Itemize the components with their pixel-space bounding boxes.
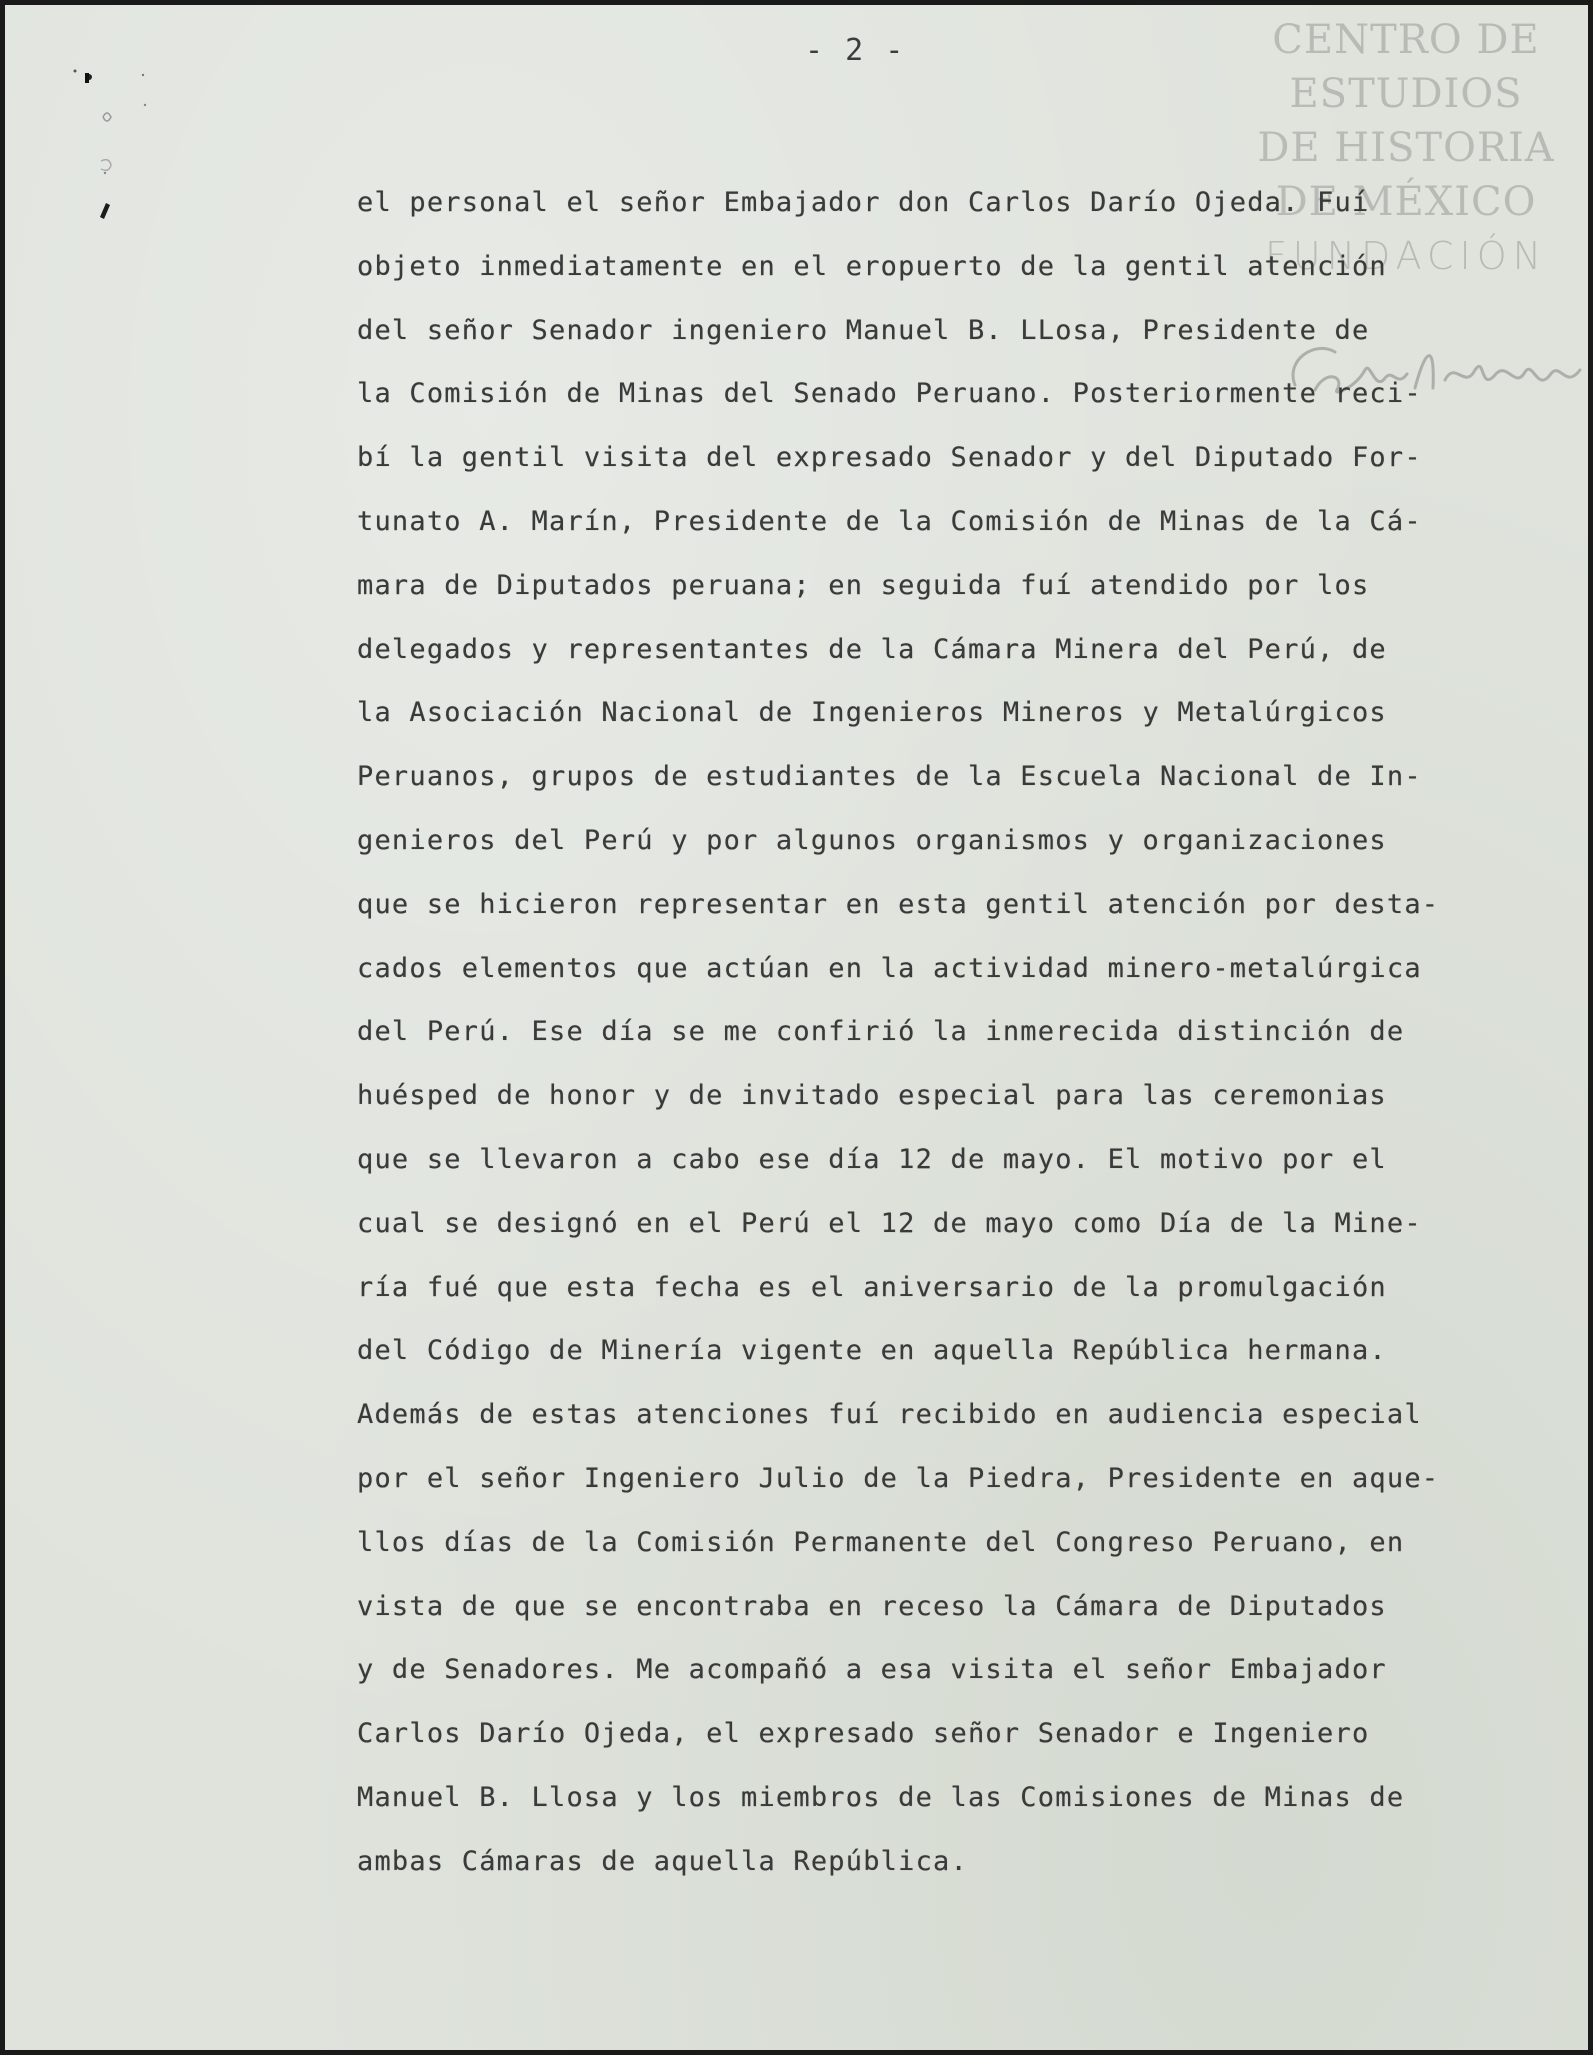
text-line: huésped de honor y de invitado especial para las ceremonias: [357, 1080, 1387, 1112]
watermark-line-3: DE HISTORIA: [1257, 125, 1555, 171]
text-line: que se llevaron a cabo ese día 12 de mayo. El motivo por el: [357, 1143, 1387, 1175]
text-line: el personal el señor Embajador don Carlos Darío Ojeda. Fuí: [357, 187, 1370, 218]
text-line: ría fué que esta fecha es el aniversario de la promulgación: [357, 1271, 1387, 1303]
text-line: mara de Diputados peruana; en seguida fuí atendido por los: [357, 569, 1370, 601]
text-line: Además de estas atenciones fuí recibido en audiencia especial: [357, 1399, 1422, 1431]
watermark-line-4: DE MÉXICO: [1275, 179, 1537, 225]
text-line: ambas Cámaras de aquella República.: [357, 1845, 968, 1877]
text-line: que se hicieron representar en esta gentil atención por desta-: [357, 888, 1440, 920]
text-line: por el señor Ingeniero Julio de la Piedra, Presidente en aque-: [357, 1462, 1440, 1494]
text-line: Carlos Darío Ojeda, el expresado señor Senador e Ingeniero: [357, 1718, 1370, 1750]
text-line: Peruanos, grupos de estudiantes de la Escuela Nacional de In-: [357, 761, 1422, 793]
text-line: tunato A. Marín, Presidente de la Comisión de Minas de la Cá-: [357, 505, 1422, 537]
watermark-line-1: CENTRO DE: [1272, 17, 1540, 63]
text-line: del señor Senador ingeniero Manuel B. LLosa, Presidente de: [357, 314, 1370, 346]
text-line: la Comisión de Minas del Senado Peruano. Posteriormente reci-: [357, 378, 1422, 410]
text-line: del Perú. Ese día se me confirió la inmerecida distinción de: [357, 1016, 1405, 1048]
page-number: - 2 -: [805, 33, 906, 68]
text-line: llos días de la Comisión Permanente del Congreso Peruano, en: [357, 1526, 1405, 1558]
text-line: vista de que se encontraba en receso la Cámara de Diputados: [357, 1590, 1387, 1622]
document-page: [5, 5, 1588, 2050]
text-line: cual se designó en el Perú el 12 de mayo como Día de la Mine-: [357, 1207, 1422, 1239]
text-line: objeto inmediatamente en el eropuerto de la gentil atención: [357, 250, 1387, 282]
text-line: delegados y representantes de la Cámara Minera del Perú, de: [357, 633, 1387, 665]
text-line: bí la gentil visita del expresado Senador y del Diputado For-: [357, 442, 1422, 474]
margin-marks: [45, 65, 165, 245]
text-line: Manuel B. Llosa y los miembros de las Comisiones de Minas de: [357, 1781, 1405, 1813]
text-line: cados elementos que actúan en la actividad minero-metalúrgica: [357, 952, 1422, 984]
text-line: y de Senadores. Me acompañó a esa visita el señor Embajador: [357, 1654, 1387, 1686]
text-line: del Código de Minería vigente en aquella República hermana.: [357, 1335, 1387, 1367]
watermark-foundation: FUNDACIÓN: [1264, 234, 1548, 278]
letter-body: [357, 171, 1557, 1894]
text-line: la Asociación Nacional de Ingenieros Mineros y Metalúrgicos: [357, 697, 1387, 729]
text-line: genieros del Perú y por algunos organismos y organizaciones: [357, 824, 1387, 856]
watermark-line-2: ESTUDIOS: [1289, 71, 1523, 117]
